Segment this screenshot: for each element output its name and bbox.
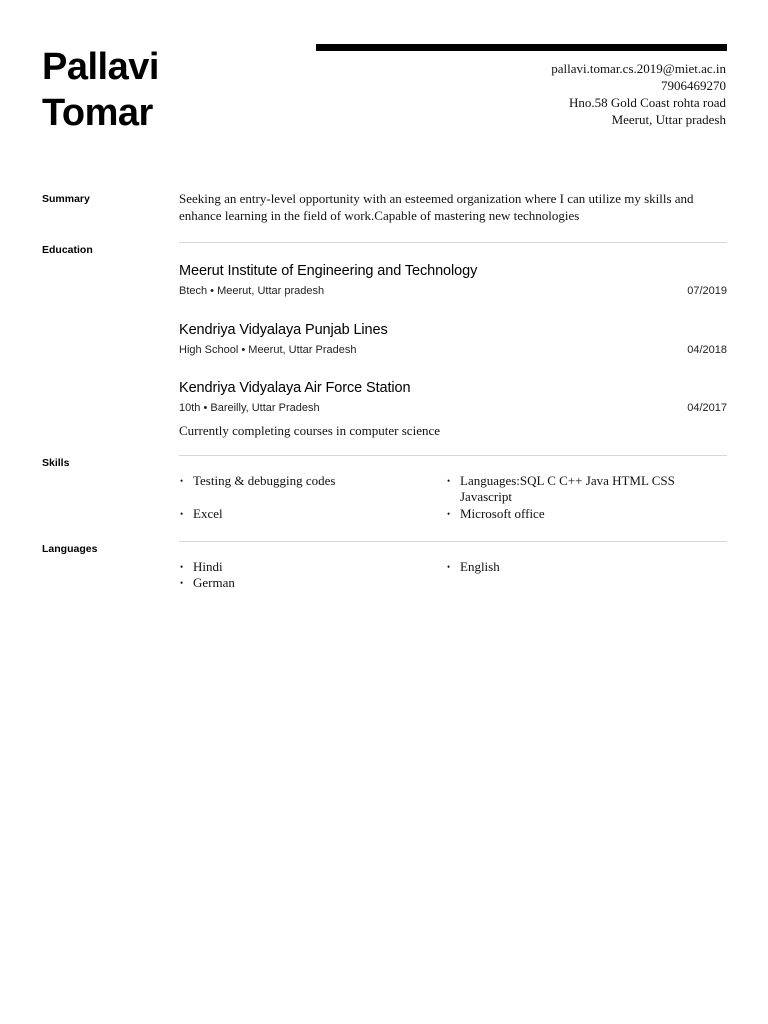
section-label-skills: Skills (42, 457, 70, 469)
section-label-summary: Summary (42, 193, 90, 205)
language-item: • English (446, 559, 713, 575)
education-date: 04/2017 (687, 402, 727, 414)
education-entry (179, 262, 727, 298)
address-line-1: Hno.58 Gold Coast rohta road (568, 95, 726, 110)
education-note: Currently completing courses in computer science (179, 423, 441, 438)
skill-item: • Testing & debugging codes (179, 473, 446, 489)
email: pallavi.tomar.cs.2019@miet.ac.in (551, 61, 726, 76)
language-item: • Hindi (179, 559, 446, 575)
education-school: Meerut Institute of Engineering and Technology (179, 263, 478, 279)
language-item: • German (179, 575, 446, 591)
education-school: Kendriya Vidyalaya Punjab Lines (179, 322, 388, 338)
education-date: 07/2019 (687, 285, 727, 297)
skill-item: • Languages:SQL C C++ Java HTML CSS Javascript (446, 473, 713, 505)
education-date: 04/2018 (687, 344, 727, 356)
section-divider (179, 541, 727, 542)
header-accent-bar (316, 44, 727, 51)
skills-column-right (446, 473, 713, 522)
skills-list (179, 473, 727, 522)
address-line-2: Meerut, Uttar pradesh (611, 112, 726, 127)
languages-list (179, 559, 727, 591)
languages-column-left (179, 559, 446, 591)
last-name: Tomar (42, 92, 153, 134)
education-detail: High School • Meerut, Uttar Pradesh (179, 344, 357, 356)
education-entry (179, 379, 727, 439)
education-detail: Btech • Meerut, Uttar pradesh (179, 285, 325, 297)
education-school: Kendriya Vidyalaya Air Force Station (179, 380, 411, 396)
skill-item: • Excel (179, 506, 446, 522)
education-detail: 10th • Bareilly, Uttar Pradesh (179, 402, 320, 414)
section-label-languages: Languages (42, 543, 98, 555)
contact-block (551, 60, 726, 128)
section-divider (179, 455, 727, 456)
phone: 7906469270 (661, 78, 726, 93)
skills-column-left (179, 473, 446, 522)
section-label-education: Education (42, 244, 93, 256)
education-entry (179, 321, 727, 357)
summary-text: Seeking an entry-level opportunity with an esteemed organization where I can utilize my skills and enhance learning in the field of work.Capable of mastering new technologies (179, 191, 694, 223)
languages-column-right (446, 559, 713, 591)
skill-item: • Microsoft office (446, 506, 713, 522)
section-divider (179, 242, 727, 243)
candidate-name (42, 44, 159, 136)
first-name: Pallavi (42, 46, 159, 88)
